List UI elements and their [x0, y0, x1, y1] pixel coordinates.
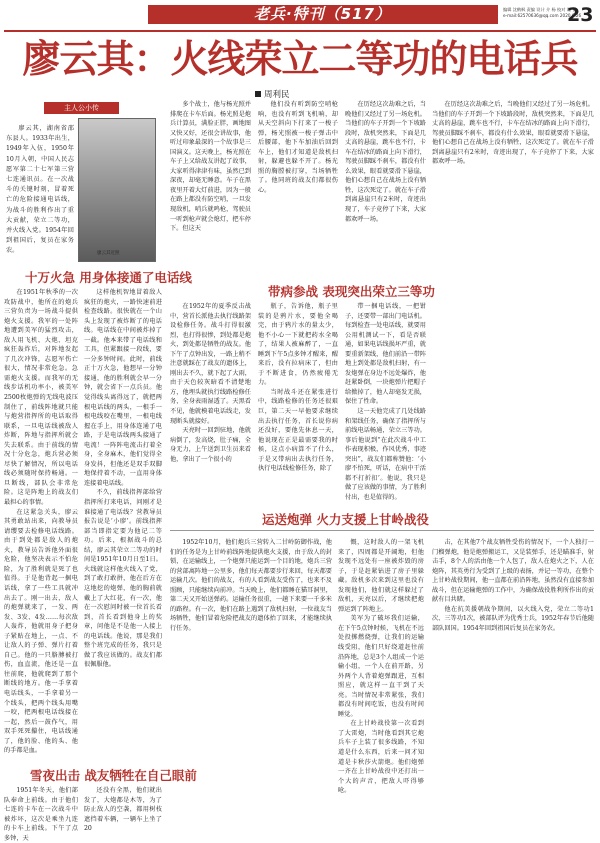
article-column-4-mid [258, 302, 338, 498]
paragraph: 在1952年的夏季反击战中，营首长派他去执行线路架设检修任务。战斗打得很激烈，也打得很惨，到处都是炮火，到处都是牺牲的战友。他下午了点钟出发，一路上稍不注意就踩在了战友的遗体上，刚出去不久，就下起了大雨，由于天色较灰暗看不清楚地方，他埋头就执行线路检修任务，全身表雨湿透了。天黑看不见，他就模着电话线走，发现断头就接好。 [170, 303, 251, 425]
article-column-1-bottom [4, 786, 78, 842]
paragraph: 天亮时一回到驻地，他就病倒了，发高烧，肚子痛，全身无力，上午送到卫生员来看他，拿出了一个很小的 [170, 427, 251, 463]
paragraph: 这一天他完成了几处线路和架线任务，确保了指挥所与前线电话畅通，荣立三等功。事后他说到“在此次战斗中工作表现积极，作风优秀，事迹突出”，战友们都称赞他：‘小廖不怕死，听话，在病中干活都不打折扣’。他说，我只是做了应该做的事情，为了胜利付出，也是值得的。 [345, 408, 426, 501]
paragraph: 这样他机智地冒着敌人疯狂的炮火，一路快速前进检查线路。很快就在一个山头上发现了被炸断了的电话线。电话线在中间被炸掉了一截。他本来带了电话线和工具，但紧跟接一段线，要一分多钟时间。此时，前线正十万火急，他想早一分钟接通，他的胜利就会早一分钟，就会省下一点兵员。他觉得线头离得远了，就把两根电话线的两头，一根手一根电线咬在嘴里，一根电线握在手上，用身体连通了电路，于是电话线两头接通了电流！一阵阵电流击打着全身，全身麻木，他们觉得全身发抖，但他还是双手双脚地保持着不动，一直用身体连接着电话线。 [84, 289, 162, 487]
masthead-rule [4, 30, 596, 32]
paragraph: 1951年冬天，他们部队奉命上前线。由于他们七连的卡车在一次战斗中被炸坏，这次是乘坐九连的卡车上前线。下午了点多钟，天 [4, 787, 78, 842]
staff-line-1: 编辑 沈鹤枫 责编 设计 介 杨 校对 谢 锐 [503, 7, 577, 12]
page-number: 23 [567, 4, 594, 26]
profile-text: 廖云其，湖南省邵东县人。1933年出生，1949年入伍，1950年10月入朝，中国人民志愿军第二十七军第三营七连通讯员。在一次战斗的关键时刻，冒着死亡的危险接通电话线，为战斗的胜利作出了重大贡献，荣立二等功，并火线入党。1954年回到祖国后，复员在家务农。 [6, 125, 74, 255]
paragraph: 瓶子，告诉他，瓶子里装的是鸦片水，要他全喝完，由于鸦片水的量太少，他不小心一下就把药水全喝了，结果人被麻醉了，一直睡到下午5点多钟才醒来，醒来后，没有拉病床了，但由于不断进食，仍然疲倦无力。 [258, 303, 338, 387]
paragraph: 在1951年秋季的一次攻防战中，他所在的炮兵三营负责为一场战斗提供炮火支援。我军的一处阵地遭到美军的猛烈攻击，敌人用飞机、大炮、坦克疯狂轰炸后，对阵地发起了几次冲锋，志愿军伤亡很大，情况非常危急。急需炮火支援。而我军的无线步话机功率小，被美军2500枚炮弹的无线电波压制住了，前线阵地就只能与炮营指挥所的电话取得联系，一旦电话线被敌人炸断，阵地与指挥所就会失去联系。由于前线的情况十分危急，炮兵营必须尽快了解情况，所以电话线必须随时保持畅通。一旦断线，部队会非常危险。这是阵地上的战友们最担心的事情。 [4, 289, 78, 507]
photo-caption: 廖云其近照 [97, 251, 120, 256]
paragraph: 当时战斗还在紧张进行中，线路检修的任务还很艰巨，第二天一早他要求继续出去执行任务，首长说你病还没好，要他先休息一天，他说现在正是最需要我的时候，这点小病算不了什么，于是又带病出去执行任务，执行电话线检修任务，除了 [258, 388, 338, 473]
byline [255, 88, 290, 100]
article-column-5-top [345, 100, 426, 290]
paragraph: 在历经这次劫难之后，当晚他们又经过了另一场危机。当他们的车子开到一个下坡路段时，敌机突然来，下面是几丈高的悬崖，跳车也不行，卡车在结冰的路面上向下滑行，驾驶员脚踩不刹车，都没有什么效果，眼看就要滑下悬崖，他们心想自己在战场上没有牺牲，这次死定了。就在车子滑到离悬崖只有2米时，奇迹出现了，车子竟停了下来，大家都欢呼一场。 [432, 101, 594, 166]
article-column-8 [432, 538, 594, 824]
article-column-3-mid [170, 302, 251, 498]
masthead [0, 0, 600, 36]
article-column-5-mid [345, 302, 426, 501]
article-column-right-top [432, 100, 594, 500]
article-column-4-top [258, 100, 338, 270]
article-column-2-bottom [84, 786, 162, 833]
paragraph: 在上甘岭战役第一次看到了大雷炮，当时他看到其它炮兵车子上装了很多线路，不知道是什么东西，后来一问才知道是卡秋莎火箭炮。他们炮弹一齐在上甘岭战役中还打出一个大的声音，把敌人吓得够呛。 [338, 720, 424, 795]
subhead-section-3: 运送炮弹 火力支援上甘岭战役 [262, 512, 429, 527]
paragraph: 还没有全黑，他们就出发了，大炮都是木等，为了防止敌人的空袭，都用树枝遮挡着车辆，一辆车上坐了20 [84, 787, 162, 833]
staff-line-2: e-mail:62570636@qq.com 2020.6.26 [503, 13, 582, 18]
article-column-7 [338, 538, 424, 824]
subhead-section-1: 十万火急 用身体接通了电话线 [25, 270, 192, 285]
portrait-photo [78, 118, 156, 262]
article-column-3-top [170, 100, 251, 270]
paragraph: 在历经这次劫难之后，当晚他们又经过了另一场危机。当他们的车子开到一个下坡路段时，敌机突然来，下面是几丈高的悬崖，跳车也不行，卡车在结冰的路面上向下滑行，驾驶员脚踩不刹车，都没有什么效果，眼看就要滑下悬崖，他们心想自己在战场上没有牺牲，这次死定了。就在车子滑到离悬崖只有2米时，奇迹出现了，车子竟停了下来，大家都欢呼一场。 [345, 101, 426, 223]
section-title: 老兵·特刊（517） [253, 5, 391, 23]
paragraph: 带一捆电话线，一把钳子，还要带一部出门电话机。每到检查一处电话线，就要用公用机测试一下，看是否联通，如果电话线损坏严重，就要重新架线，他们前沿一带阵地上到处都是敌机扫射，有一发炮弹在身边不远处爆炸，他赶紧卧倒，一块炮弹片把帽子给掀掉了，他人却毫发无损，保住了性命。 [345, 303, 426, 406]
paragraph: 1952年10月，他们炮兵三营转入二甘岭防御作战，他们的任务是为上甘岭前线阵地提供炮火支援，由于敌人的封锁，在运输线上，一个炮弹只能运到一个目的地，炮兵三营的营部离阵地一公里多，他们每天都要步行来回，每天都要运输几次。他们的战友，有的人看到战友受伤了，也来不及照顾，只能继续向前冲。当天晚上，他们都睡在猫耳洞里，第二天又开始送弹药。运输任务很重，一趟下来要一千多米的路程。有一次，他们在路上遇到了敌机扫射，一位战友当场牺牲，他们冒着危险把战友的遗体抬了回来，才能继续执行任务。 [170, 539, 332, 632]
article-column-6 [170, 538, 332, 824]
paragraph: 他们没有听到防空哨枪响，也没有听到飞机响，却从天空斜向下打来了一梭子弹，杨光照被一梭子弹击中后腰部，他下车加油后回到车上，他们才知道是敌机扫射，躲避也躲不开了。杨光照的胸膛被打穿，当场牺牲了。他同班的战友们都很伤心。 [258, 101, 338, 194]
subhead-section-2: 带病参战 表现突出荣立三等功 [268, 284, 435, 299]
article-column-2 [84, 288, 162, 768]
section-divider [170, 530, 594, 531]
paragraph: 不久，前线指挥部给营指挥所打来电话，问刚才是谁接通了电话线？营教导员报告说是‘小廖’。前线指挥部当即指定要为他记二等功。后来，根据战斗的总结，廖云其荣立二等功的时间是1951年10月日至1日。火线就这样他火线入了党，到了敢打敢拼，他在后方在这地挖的炮弹，他的胸前就戴上了大红花，有一次，他在一次慰问时被一位首长看到，首长看到他身上的奖章，问他是不是他一人接上的电话线。他说，那是我们整个班完成的任务，我只是做了我应该做的。战友们都很佩服他。 [84, 489, 162, 669]
paragraph: 他在抗美援朝战争期间，以火线入党，荣立二等功1次、三等功1次，被部队评为优秀士兵，1952年春节后他随部队回国。1954年回到祖国后复员在家务农。 [432, 605, 594, 632]
article-column-1 [4, 288, 78, 768]
paragraph: 美军为了破坏我们运输，在下午5点钟时候，飞机在不远处投掷燃烧弹，让我们的运输线受阻，他们只好绕道赶往前沿阵地，总是3个人组成一个运输小组，一个人在前开路，另外两个人背着炮弹跟进，互相照应，就这样一直干到了天亮。当时情况非常紧张，我们都没有时间吃饭，也没有时间睡觉。 [338, 615, 424, 718]
page-headline: 廖云其：火线荣立二等功的电话兵 [22, 37, 578, 81]
profile-tab: 主人公小传 [44, 102, 119, 114]
square-bullet-icon [255, 91, 261, 97]
paragraph: 击，在其他7个战友牺牲受伤的情况下，一个人独打一门榴弹炮，他是炮弹搬运工，又是装弹手，还是瞄准手，射击手，8个人的活由他一个人包了，敌人在炮火之下，人在炮阵，其英勇行为受到了上级的表扬，并记一等功，在整个上甘岭战役期间，他一直都在前沿阵地，虽然没有直接参加战斗，但在运输炮弹的工作中，为确保战役胜利所作出的贡献有目共睹。 [432, 539, 594, 604]
paragraph: 慨，这时敌人的一架飞机来了，四周都是开阔地，但他发现不远处有一座被炸毁的房子，于是赶紧钻进了房子里躲藏。敌机多次来到这里也没有发现他们，他们就这样躲过了敌机，天亮以后，才继续把炮弹运到了阵地上。 [338, 539, 424, 613]
profile-box [4, 100, 154, 260]
subhead-section-4: 雪夜出击 战友牺牲在自己眼前 [30, 768, 197, 783]
author-name: 周利民 [264, 90, 290, 100]
paragraph: 多个战士，他与杨光照并排爬在卡车后面。杨光照是炮兵计算员，满脸正胖，画地图又快又好，还很会讲故事，他听过印象最深的一个故事是三国演义。这天晚上，杨光照在车子上又给战友讲起了故事，大家听得津津有味，虽然已到深夜，却毫无睡意。车子在黑夜里开着大灯前进，因为一般在路上都没有防空哨，一旦发现敌机，哨兵就鸣枪，驾驶员一听到枪声就会熄灯，把车停下。但这天 [170, 101, 251, 233]
paragraph: 在这紧急关头，廖云其勇敢站出来，向教导员请缨要去检修电话线路。由于到处都是敌人的炮火，教导员告诉他外面很危险，他坚决表示不怕危险，为了胜利就是死了也值得。于是他背起一捆电话线，拿了一些工具就冲出去了。刚一出去，敌人的炮弹就来了，一发、两发、3发、4发……每次敌人轰炸，他就用身子把身子紧贴在地上，一点、不让敌人的子弹、弹片打着自己。他的一只胳膊被打伤，血直流，他还是一直往前爬，他就爬到了那个断线的地方。他一手拿着电话线头，一手拿着另一个线头，把两个线头用嘴一咬，把两根电话线接在一起，然后一鼓作气，用双手死死攥住，电话线通了，他的脸、他的头、他的手都是血。 [4, 508, 78, 755]
